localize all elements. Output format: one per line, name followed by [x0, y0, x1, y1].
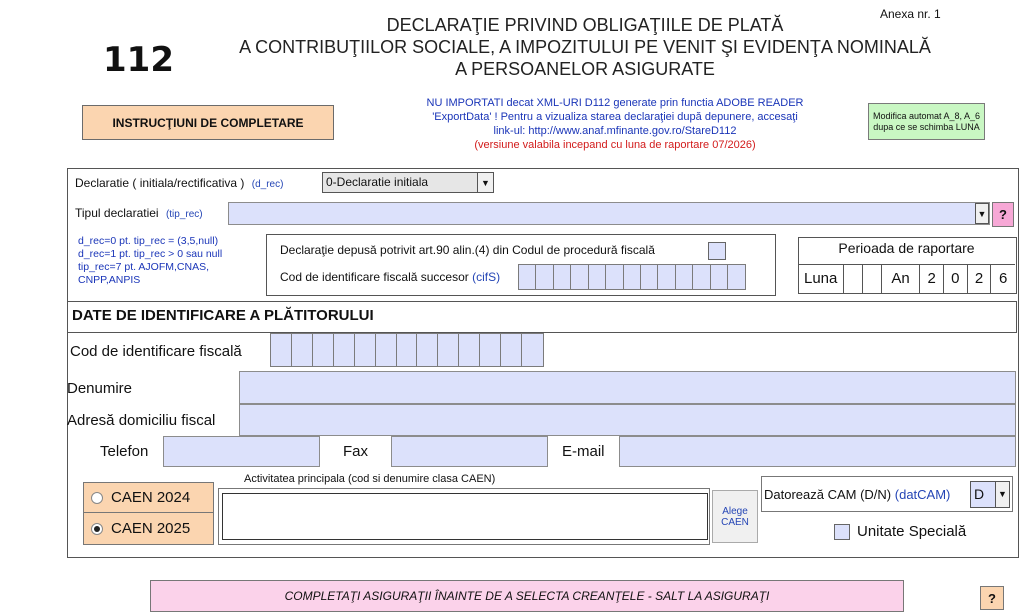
digit-cell[interactable] — [657, 265, 674, 289]
cam-label — [764, 487, 950, 502]
tip-select[interactable] — [228, 202, 990, 225]
auto-button-line-1: Modifica automat A_8, A_6 — [872, 110, 981, 121]
digit-cell[interactable] — [710, 265, 727, 289]
digit-cell[interactable] — [375, 334, 396, 366]
declaratie-code: (d_rec) — [251, 179, 284, 190]
section-title: DATE DE IDENTIFICARE A PLĂTITORULUI — [72, 307, 374, 324]
digit-cell[interactable] — [553, 265, 570, 289]
info-line-1: NU IMPORTATI decat XML-URI D112 generate prin functia ADOBE READER — [426, 97, 804, 109]
an-label: An — [882, 265, 920, 293]
annex-label: Anexa nr. 1 — [880, 7, 941, 21]
digit-cell[interactable] — [518, 265, 535, 289]
digit-cell[interactable] — [458, 334, 479, 366]
cam-select[interactable] — [970, 481, 1010, 508]
declaratie-select[interactable] — [322, 172, 494, 193]
page-title — [230, 14, 940, 80]
digit-cell[interactable] — [521, 334, 543, 366]
digit-cell[interactable] — [605, 265, 622, 289]
fax-label: Fax — [343, 443, 369, 460]
fax-input[interactable] — [391, 436, 548, 467]
digit-cell[interactable] — [727, 265, 745, 289]
alege-line-2: CAEN — [721, 516, 749, 528]
cif-input[interactable] — [270, 333, 544, 367]
adresa-label: Adresă domiciliu fiscal — [67, 412, 216, 429]
perioada-row — [798, 264, 1015, 293]
perioada-title: Perioada de raportare — [838, 240, 975, 256]
cif-label: Cod de identificare fiscală — [70, 343, 242, 360]
cam-label-text: Datorează CAM (D/N) — [764, 487, 892, 502]
digit-cell[interactable] — [437, 334, 458, 366]
tip-code: (tip_rec) — [165, 209, 203, 220]
email-label: E-mail — [562, 443, 605, 460]
art90-checkbox[interactable] — [708, 242, 726, 260]
digit-cell[interactable] — [291, 334, 312, 366]
cam-value: D — [974, 486, 985, 502]
digit-cell[interactable] — [535, 265, 552, 289]
instructions-button[interactable]: INSTRUCŢIUNI DE COMPLETARE — [82, 105, 334, 140]
tip-label-text: Tipul declaratiei — [75, 206, 159, 220]
year-digit[interactable]: 2 — [920, 265, 944, 293]
cif-successor-input[interactable] — [518, 264, 746, 290]
unitate-speciala-label: Unitate Specială — [857, 523, 967, 540]
unitate-speciala-checkbox[interactable] — [834, 524, 850, 540]
digit-cell[interactable] — [416, 334, 437, 366]
import-info — [380, 96, 850, 152]
denumire-input[interactable] — [239, 371, 1016, 404]
rules-line-2: d_rec=1 pt. tip_rec > 0 sau null — [78, 248, 223, 260]
tip-label — [75, 206, 203, 220]
digit-cell[interactable] — [270, 334, 291, 366]
digit-cell[interactable] — [588, 265, 605, 289]
caen-2024-label: CAEN 2024 — [111, 489, 191, 506]
luna-digit-cell[interactable] — [863, 265, 882, 293]
title-line-3: A PERSOANELOR ASIGURATE — [455, 59, 715, 79]
digit-cell[interactable] — [396, 334, 417, 366]
alege-caen-button[interactable] — [712, 490, 758, 543]
year-digit[interactable]: 6 — [999, 270, 1008, 287]
year-digit[interactable]: 0 — [944, 265, 968, 293]
radio-selected-icon[interactable] — [91, 523, 103, 535]
cif-successor-text: Cod de identificare fiscală succesor — [280, 270, 469, 284]
alege-line-1: Alege — [722, 505, 748, 517]
cam-code: (datCAM) — [894, 487, 951, 502]
activitate-label: Activitatea principala (cod si denumire clasa CAEN) — [244, 473, 496, 485]
year-digit[interactable]: 2 — [968, 265, 992, 293]
declaratie-label — [75, 176, 283, 190]
title-line-1: DECLARAŢIE PRIVIND OBLIGAŢIILE DE PLATĂ — [386, 15, 784, 35]
digit-cell[interactable] — [333, 334, 354, 366]
chevron-down-icon[interactable]: ▼ — [995, 482, 1009, 507]
caen-2024-option[interactable] — [83, 482, 214, 513]
digit-cell[interactable] — [500, 334, 521, 366]
adresa-input[interactable] — [239, 404, 1016, 436]
rules-line-4: CNPP,ANPIS — [78, 274, 141, 286]
digit-cell[interactable] — [675, 265, 692, 289]
digit-cell[interactable] — [570, 265, 587, 289]
info-line-2: 'ExportData' ! Pentru a vizualiza starea declaraţiei după depunere, accesaţi — [432, 111, 798, 123]
auto-modify-button[interactable] — [868, 103, 985, 140]
cif-successor-label — [280, 270, 500, 284]
rules-line-1: d_rec=0 pt. tip_rec = (3,5,null) — [78, 235, 219, 247]
bottom-help-button[interactable]: ? — [980, 586, 1004, 610]
digit-cell[interactable] — [692, 265, 709, 289]
version-info: (versiune valabila incepand cu luna de raportare 07/2026) — [474, 139, 756, 151]
cif-successor-code: (cifS) — [472, 270, 501, 284]
info-line-3: link-ul: http://www.anaf.mfinante.gov.ro/StareD112 — [493, 125, 737, 137]
rules-note — [78, 235, 258, 287]
activitate-input[interactable] — [222, 493, 708, 540]
luna-digit-cell[interactable] — [844, 265, 863, 293]
radio-icon[interactable] — [91, 492, 103, 504]
salt-la-asigurati-button[interactable]: COMPLETAŢI ASIGURAŢII ÎNAINTE DE A SELECTA CREANŢELE - SALT LA ASIGURAŢI — [150, 580, 904, 612]
declaratie-label-text: Declaratie ( initiala/rectificativa ) — [75, 176, 245, 190]
rules-line-3: tip_rec=7 pt. AJOFM,CNAS, — [78, 261, 210, 273]
chevron-down-icon[interactable]: ▼ — [975, 203, 989, 224]
chevron-down-icon[interactable]: ▼ — [477, 173, 493, 192]
form-number: 112 — [103, 40, 174, 80]
denumire-label: Denumire — [67, 380, 133, 397]
telefon-label: Telefon — [100, 443, 149, 460]
title-line-2: A CONTRIBUŢIILOR SOCIALE, A IMPOZITULUI PE VENIT ŞI EVIDENŢA NOMINALĂ — [239, 37, 931, 57]
digit-cell[interactable] — [354, 334, 375, 366]
luna-label: Luna — [798, 265, 844, 293]
digit-cell[interactable] — [623, 265, 640, 289]
help-button[interactable]: ? — [992, 202, 1014, 227]
email-input[interactable] — [619, 436, 1016, 467]
auto-button-line-2: dupa ce se schimba LUNA — [873, 121, 980, 132]
caen-2025-option[interactable] — [83, 513, 214, 545]
art90-label: Declaraţie depusă potrivit art.90 alin.(4) din Codul de procedură fiscală — [280, 243, 655, 257]
declaratie-value: 0-Declaratie initiala — [326, 175, 429, 189]
digit-cell[interactable] — [479, 334, 500, 366]
caen-2025-label: CAEN 2025 — [111, 520, 191, 537]
digit-cell[interactable] — [312, 334, 333, 366]
digit-cell[interactable] — [640, 265, 657, 289]
telefon-input[interactable] — [163, 436, 320, 467]
